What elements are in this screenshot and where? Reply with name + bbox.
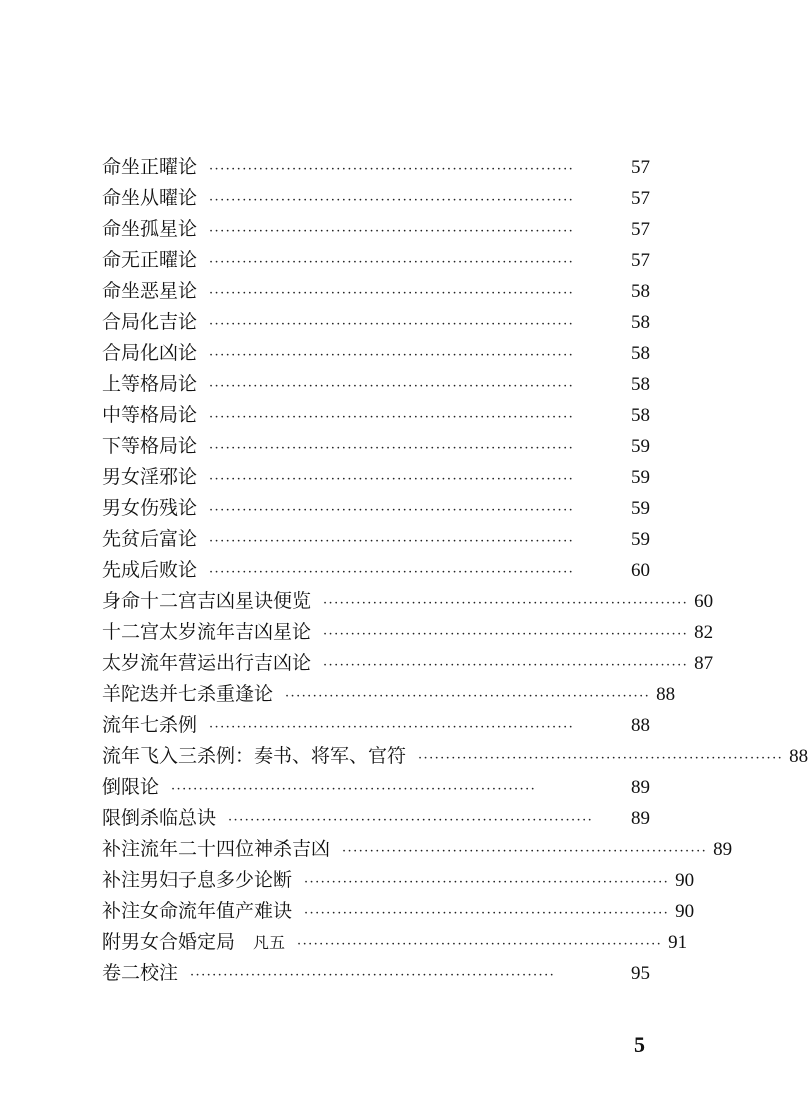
entry-page-number: 57 bbox=[631, 219, 650, 240]
toc-entry bbox=[102, 400, 650, 431]
entry-page-number: 88 bbox=[656, 684, 676, 705]
dot-leader: ·································································· bbox=[190, 968, 556, 983]
dot-leader: ·································································· bbox=[209, 720, 575, 735]
entry-page-number: 88 bbox=[789, 746, 808, 767]
dot-leader: ·································································· bbox=[209, 472, 575, 487]
dot-leader: ·································································· bbox=[209, 286, 575, 301]
dot-leader: ·································································· bbox=[297, 937, 663, 952]
entry-title: 男女淫邪论 bbox=[102, 466, 198, 488]
entry-title: 先贫后富论 bbox=[102, 528, 198, 550]
dot-leader: ·································································· bbox=[418, 751, 784, 766]
toc-entry bbox=[102, 307, 650, 338]
entry-title: 倒限论 bbox=[102, 776, 160, 798]
entry-page-number: 95 bbox=[631, 963, 650, 984]
entry-title: 命坐从曜论 bbox=[102, 187, 198, 209]
toc-entry bbox=[102, 803, 650, 834]
entry-page-number: 58 bbox=[631, 312, 650, 333]
entry-title: 补注女命流年值产难诀 bbox=[102, 900, 293, 922]
dot-leader: ·································································· bbox=[285, 689, 651, 704]
toc-entry bbox=[102, 245, 650, 276]
entry-page-number: 59 bbox=[631, 529, 650, 550]
dot-leader: ·································································· bbox=[209, 193, 575, 208]
dot-leader: ·································································· bbox=[171, 782, 537, 797]
dot-leader: ·································································· bbox=[323, 627, 689, 642]
table-of-contents bbox=[102, 152, 808, 989]
entry-page-number: 82 bbox=[694, 622, 714, 643]
dot-leader: ·································································· bbox=[209, 255, 575, 270]
entry-title: 合局化凶论 bbox=[102, 342, 198, 364]
dot-leader: ·································································· bbox=[209, 224, 575, 239]
entry-title: 太岁流年营运出行吉凶论 bbox=[102, 652, 312, 674]
dot-leader: ·································································· bbox=[209, 162, 575, 177]
entry-title: 男女伤残论 bbox=[102, 497, 198, 519]
entry-title: 限倒杀临总诀 bbox=[102, 807, 217, 829]
dot-leader: ·································································· bbox=[209, 503, 575, 518]
entry-note: 凡五 bbox=[253, 933, 286, 952]
entry-page-number: 57 bbox=[631, 250, 650, 271]
toc-entry bbox=[102, 958, 650, 989]
entry-page-number: 87 bbox=[694, 653, 714, 674]
toc-entry bbox=[102, 524, 650, 555]
entry-title: 流年飞入三杀例：奏书、将军、官符 bbox=[102, 745, 407, 767]
toc-entry bbox=[102, 772, 650, 803]
toc-entry bbox=[102, 648, 714, 679]
toc-entry bbox=[102, 679, 676, 710]
toc-entry bbox=[102, 834, 733, 865]
entry-page-number: 89 bbox=[713, 839, 733, 860]
dot-leader: ·································································· bbox=[228, 813, 594, 828]
dot-leader: ·································································· bbox=[304, 906, 670, 921]
entry-title: 先成后败论 bbox=[102, 559, 198, 581]
toc-entry bbox=[102, 927, 688, 958]
entry-title: 卷二校注 bbox=[102, 962, 179, 984]
toc-entry bbox=[102, 152, 650, 183]
toc-entry bbox=[102, 183, 650, 214]
toc-entry bbox=[102, 896, 695, 927]
toc-entry bbox=[102, 865, 695, 896]
entry-title: 补注男妇子息多少论断 bbox=[102, 869, 293, 891]
toc-entry bbox=[102, 617, 714, 648]
dot-leader: ·································································· bbox=[209, 565, 575, 580]
toc-entry bbox=[102, 462, 650, 493]
toc-entry bbox=[102, 710, 650, 741]
dot-leader: ·································································· bbox=[209, 410, 575, 425]
entry-title: 十二宫太岁流年吉凶星论 bbox=[102, 621, 312, 643]
entry-page-number: 58 bbox=[631, 343, 650, 364]
entry-title: 合局化吉论 bbox=[102, 311, 198, 333]
toc-list bbox=[102, 152, 808, 989]
dot-leader: ·································································· bbox=[209, 441, 575, 456]
entry-title: 命无正曜论 bbox=[102, 249, 198, 271]
entry-title: 中等格局论 bbox=[102, 404, 198, 426]
toc-entry bbox=[102, 214, 650, 245]
dot-leader: ·································································· bbox=[304, 875, 670, 890]
toc-entry bbox=[102, 338, 650, 369]
entry-page-number: 58 bbox=[631, 374, 650, 395]
entry-page-number: 60 bbox=[694, 591, 714, 612]
entry-page-number: 59 bbox=[631, 498, 650, 519]
dot-leader: ·································································· bbox=[209, 534, 575, 549]
entry-title: 下等格局论 bbox=[102, 435, 198, 457]
entry-page-number: 88 bbox=[631, 715, 650, 736]
toc-entry bbox=[102, 586, 714, 617]
toc-entry bbox=[102, 741, 808, 772]
entry-title: 命坐孤星论 bbox=[102, 218, 198, 240]
dot-leader: ·································································· bbox=[323, 596, 689, 611]
entry-page-number: 89 bbox=[631, 808, 650, 829]
entry-title: 补注流年二十四位神杀吉凶 bbox=[102, 838, 331, 860]
entry-title: 命坐恶星论 bbox=[102, 280, 198, 302]
toc-entry bbox=[102, 555, 650, 586]
entry-title: 羊陀迭并七杀重逢论 bbox=[102, 683, 274, 705]
dot-leader: ·································································· bbox=[209, 317, 575, 332]
entry-page-number: 57 bbox=[631, 188, 650, 209]
toc-entry bbox=[102, 431, 650, 462]
entry-title: 命坐正曜论 bbox=[102, 156, 198, 178]
entry-title: 流年七杀例 bbox=[102, 714, 198, 736]
entry-page-number: 90 bbox=[675, 901, 695, 922]
entry-title: 身命十二宫吉凶星诀便览 bbox=[102, 590, 312, 612]
entry-page-number: 60 bbox=[631, 560, 650, 581]
page-number: 5 bbox=[634, 1032, 645, 1057]
entry-title: 附男女合婚定局 bbox=[102, 931, 236, 953]
dot-leader: ·································································· bbox=[209, 348, 575, 363]
toc-entry bbox=[102, 493, 650, 524]
toc-entry bbox=[102, 276, 650, 307]
dot-leader: ·································································· bbox=[342, 844, 708, 859]
entry-title: 上等格局论 bbox=[102, 373, 198, 395]
entry-page-number: 59 bbox=[631, 467, 650, 488]
dot-leader: ·································································· bbox=[323, 658, 689, 673]
entry-page-number: 91 bbox=[668, 932, 688, 953]
dot-leader: ·································································· bbox=[209, 379, 575, 394]
entry-page-number: 58 bbox=[631, 281, 650, 302]
entry-page-number: 89 bbox=[631, 777, 650, 798]
entry-page-number: 59 bbox=[631, 436, 650, 457]
entry-page-number: 90 bbox=[675, 870, 695, 891]
entry-page-number: 57 bbox=[631, 157, 650, 178]
entry-page-number: 58 bbox=[631, 405, 650, 426]
toc-entry bbox=[102, 369, 650, 400]
